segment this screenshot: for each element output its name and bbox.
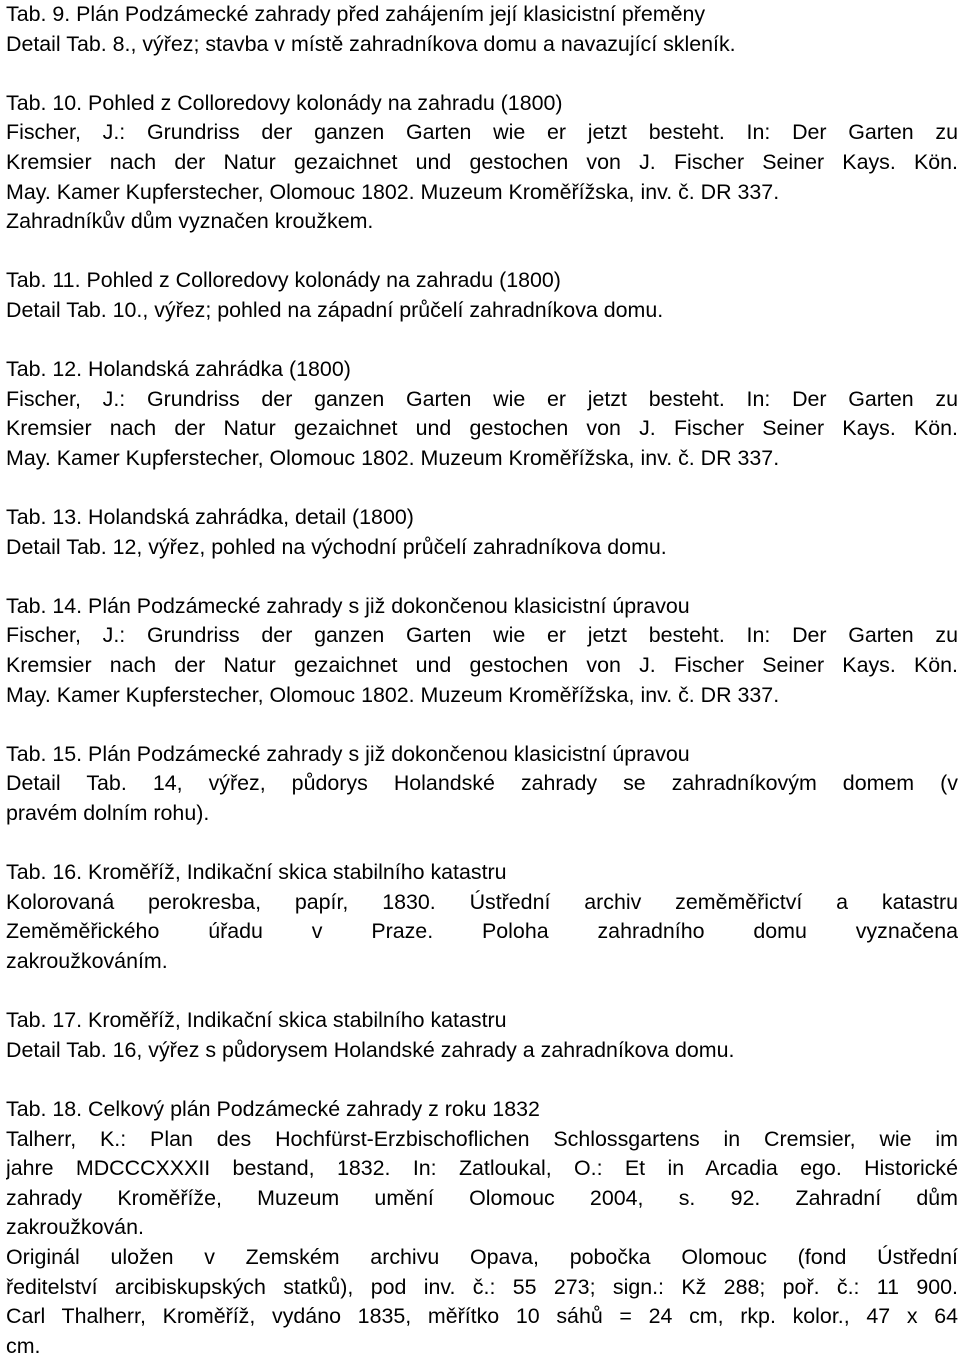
caption-text-line: Zahradníkův dům vyznačen kroužkem. — [6, 209, 374, 234]
caption-text-line: Detail Tab. 16, výřez s půdorysem Holandské zahrady a zahradníkova domu. — [6, 1037, 735, 1062]
caption-text-line: Detail Tab. 8., výřez; stavba v místě zahradníkova domu a navazující skleník. — [6, 31, 736, 56]
caption-entry-tab-10 — [6, 89, 958, 237]
caption-text-line: Kremsier nach der Natur gezaichnet und gestochen von J. Fischer Seiner Kays. Kön. — [6, 149, 958, 174]
caption-text-line: Fischer, J.: Grundriss der ganzen Garten wie er jetzt besteht. In: Der Garten zu — [6, 623, 958, 648]
caption-text-line: May. Kamer Kupferstecher, Olomouc 1802. Muzeum Kroměřížska, inv. č. DR 337. — [6, 682, 780, 707]
caption-entry-tab-13 — [6, 503, 958, 562]
caption-text-line: pravém dolním rohu). — [6, 801, 210, 826]
caption-text-line: jahre MDCCCXXXII bestand, 1832. In: Zatloukal, O.: Et in Arcadia ego. Historické — [6, 1156, 958, 1181]
caption-text-line: cm. — [6, 1333, 41, 1358]
caption-text-line: Detail Tab. 14, výřez, půdorys Holandské zahrady se zahradníkovým domem (v — [6, 771, 958, 796]
caption-entry-tab-9 — [6, 0, 958, 59]
caption-text-line: Zeměměřického úřadu v Praze. Poloha zahradního domu vyznačena — [6, 919, 958, 944]
caption-text-line: Talherr, K.: Plan des Hochfürst-Erzbischoflichen Schlossgartens in Cremsier, wie im — [6, 1126, 958, 1151]
caption-text-line: Kolorovaná perokresba, papír, 1830. Ústřední archiv zeměměřictví a katastru — [6, 889, 958, 914]
caption-text-line: Fischer, J.: Grundriss der ganzen Garten wie er jetzt besteht. In: Der Garten zu — [6, 386, 958, 411]
caption-heading: Tab. 12. Holandská zahrádka (1800) — [6, 357, 351, 382]
caption-text-line: Kremsier nach der Natur gezaichnet und gestochen von J. Fischer Seiner Kays. Kön. — [6, 653, 958, 678]
caption-heading: Tab. 10. Pohled z Colloredovy kolonády na zahradu (1800) — [6, 90, 563, 115]
caption-heading: Tab. 17. Kroměříž, Indikační skica stabilního katastru — [6, 1008, 507, 1033]
caption-heading: Tab. 9. Plán Podzámecké zahrady před zahájením její klasicistní přeměny — [6, 2, 706, 26]
caption-heading: Tab. 11. Pohled z Colloredovy kolonády na zahradu (1800) — [6, 268, 561, 293]
caption-entry-tab-11 — [6, 266, 958, 325]
caption-entry-tab-17 — [6, 1006, 958, 1065]
caption-text-line: Carl Thalherr, Kroměříž, vydáno 1835, měřítko 10 sáhů = 24 cm, rkp. kolor., 47 x 64 — [6, 1304, 958, 1329]
caption-heading: Tab. 18. Celkový plán Podzámecké zahrady z roku 1832 — [6, 1096, 540, 1121]
caption-text-line: zakroužkován. — [6, 1215, 144, 1240]
caption-text-line: May. Kamer Kupferstecher, Olomouc 1802. Muzeum Kroměřížska, inv. č. DR 337. — [6, 445, 780, 470]
caption-entry-tab-18 — [6, 1095, 958, 1361]
caption-text-line: Kremsier nach der Natur gezaichnet und gestochen von J. Fischer Seiner Kays. Kön. — [6, 416, 958, 441]
caption-entry-tab-16 — [6, 858, 958, 976]
caption-text-line: zahrady Kroměříže, Muzeum umění Olomouc 2004, s. 92. Zahradní dům — [6, 1185, 958, 1210]
caption-heading: Tab. 16. Kroměříž, Indikační skica stabilního katastru — [6, 860, 507, 885]
caption-text-line: zakroužkováním. — [6, 949, 168, 973]
caption-text-line: May. Kamer Kupferstecher, Olomouc 1802. Muzeum Kroměřížska, inv. č. DR 337. — [6, 179, 780, 204]
caption-heading: Tab. 15. Plán Podzámecké zahrady s již dokončenou klasicistní úpravou — [6, 741, 690, 766]
caption-entry-tab-12 — [6, 355, 958, 473]
caption-entry-tab-15 — [6, 740, 958, 829]
caption-text-line: Detail Tab. 12, výřez, pohled na východní průčelí zahradníkova domu. — [6, 534, 667, 559]
caption-text-line: Detail Tab. 10., výřez; pohled na západní průčelí zahradníkova domu. — [6, 297, 664, 322]
caption-entry-tab-14 — [6, 592, 958, 710]
caption-text-line: Fischer, J.: Grundriss der ganzen Garten wie er jetzt besteht. In: Der Garten zu — [6, 120, 958, 145]
caption-heading: Tab. 14. Plán Podzámecké zahrady s již dokončenou klasicistní úpravou — [6, 593, 690, 618]
caption-text-line: ředitelství arcibiskupských statků), pod inv. č.: 55 273; sign.: Kž 288; poř. č.: 11 900. — [6, 1274, 958, 1299]
caption-heading: Tab. 13. Holandská zahrádka, detail (1800) — [6, 505, 414, 530]
caption-text-line: Originál uložen v Zemském archivu Opava, pobočka Olomouc (fond Ústřední — [6, 1244, 958, 1269]
